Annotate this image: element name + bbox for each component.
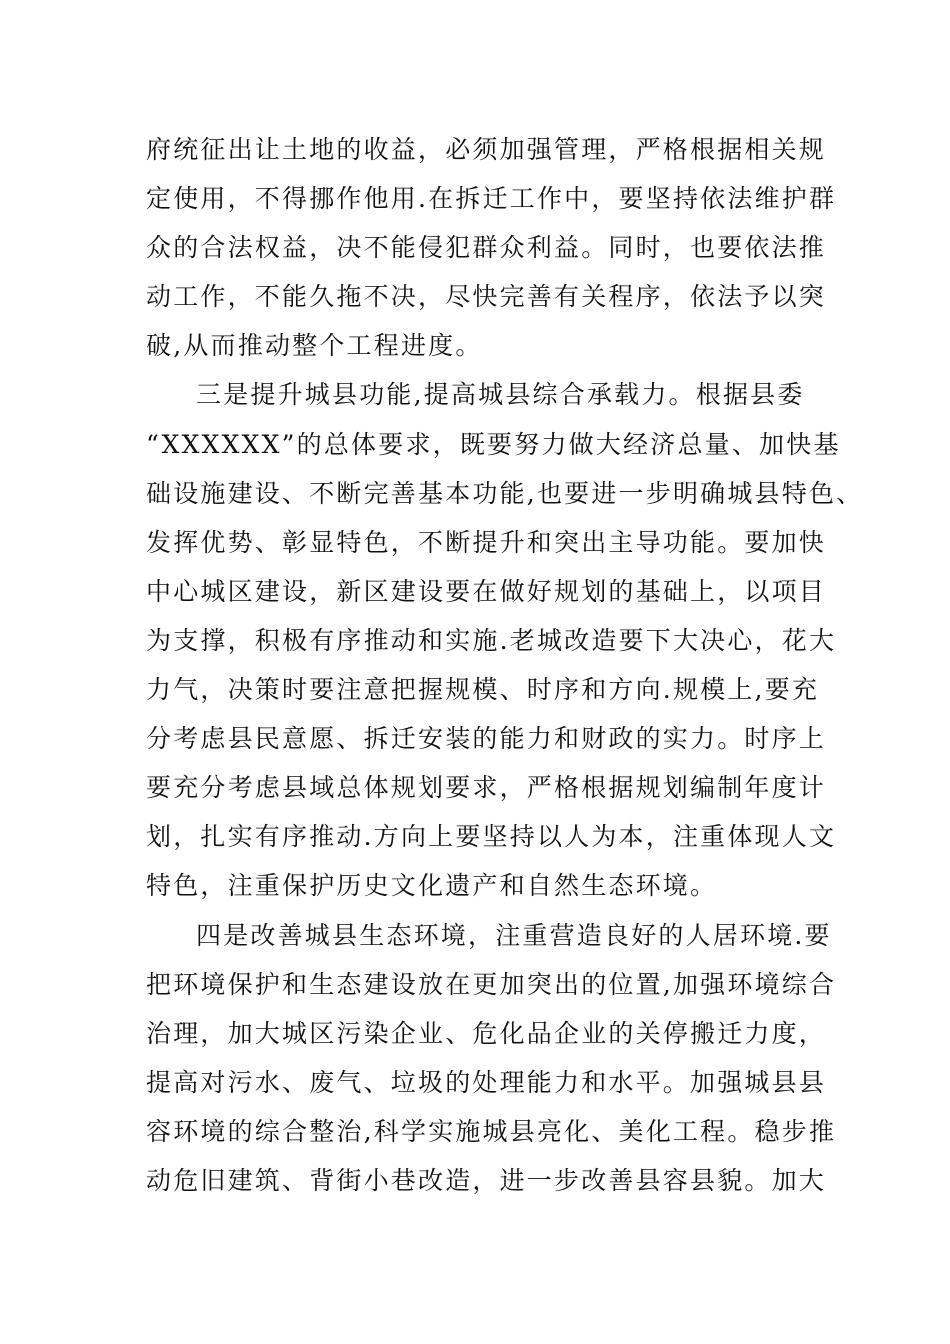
text-line: 为支撑，积极有序推动和实施.老城改造要下大决心，花大 bbox=[146, 625, 837, 655]
text-line: 特色，注重保护历史文化遗产和自然生态环境。 bbox=[146, 871, 718, 901]
text-line: 众的合法权益，决不能侵犯群众利益。同时，也要依法推 bbox=[146, 233, 827, 263]
paragraph-start-line: 三是提升城县功能,提高城县综合承载力。根据县委 bbox=[196, 380, 805, 410]
text-line: 发挥优势、彰显特色，不断提升和突出主导功能。要加快 bbox=[146, 527, 827, 557]
text-line: 力气，决策时要注意把握规模、时序和方向.规模上,要充 bbox=[146, 675, 820, 705]
text-line: “XXXXXX”的总体要求，既要努力做大经济总量、加快基 bbox=[146, 429, 841, 459]
text-line: 破,从而推动整个工程进度。 bbox=[146, 331, 483, 361]
text-line: 容环境的综合整治,科学实施城县亮化、美化工程。稳步推 bbox=[146, 1116, 837, 1146]
paragraph-start-line: 四是改善城县生态环境，注重营造良好的人居环境.要 bbox=[196, 920, 832, 950]
text-line: 分考虑县民意愿、拆迁安装的能力和财政的实力。时序上 bbox=[146, 724, 827, 754]
text-line: 治理，加大城区污染企业、危化品企业的关停搬迁力度， bbox=[146, 1018, 827, 1048]
text-line: 要充分考虑县域总体规划要求，严格根据规划编制年度计 bbox=[146, 773, 827, 803]
text-line: 划，扎实有序推动.方向上要坚持以人为本，注重体现人文 bbox=[146, 822, 837, 852]
text-line: 础设施建设、不断完善基本功能,也要进一步明确城县特色、 bbox=[146, 478, 864, 508]
text-line: 动工作，不能久拖不决，尽快完善有关程序，依法予以突 bbox=[146, 282, 827, 312]
text-line: 把环境保护和生态建设放在更加突出的位置,加强环境综合 bbox=[146, 969, 837, 999]
document-body bbox=[146, 125, 864, 1205]
text-line: 中心城区建设，新区建设要在做好规划的基础上，以项目 bbox=[146, 576, 827, 606]
text-line: 府统征出让土地的收益，必须加强管理，严格根据相关规 bbox=[146, 135, 827, 164]
text-line: 定使用，不得挪作他用.在拆迁工作中，要坚持依法维护群 bbox=[146, 184, 837, 214]
text-line: 提高对污水、废气、垃圾的处理能力和水平。加强城县县 bbox=[146, 1067, 827, 1097]
text-line: 动危旧建筑、背街小巷改造，进一步改善县容县貌。加大 bbox=[146, 1165, 827, 1195]
